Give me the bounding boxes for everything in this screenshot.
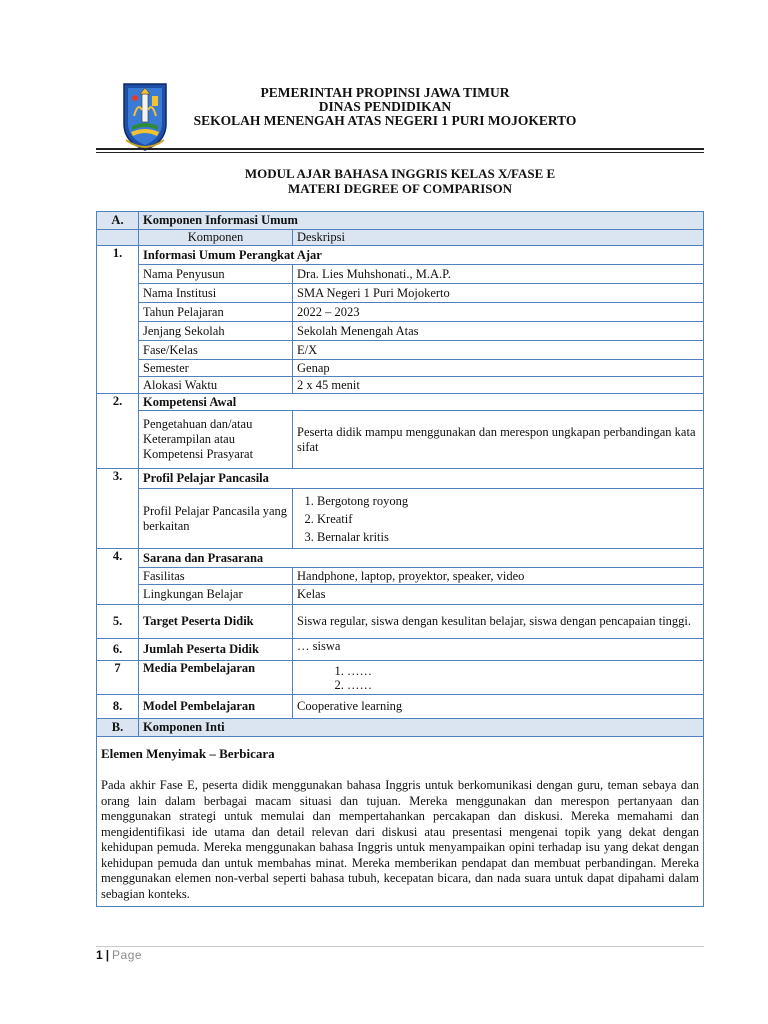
row-label: Model Pembelajaran — [139, 695, 293, 719]
module-table — [96, 211, 704, 907]
body-cell — [97, 737, 704, 907]
element-paragraph: Pada akhir Fase E, peserta didik menggunakan bahasa Inggris untuk berkomunikasi dengan guru, teman sebaya dan orang lain dalam berbagai macam situasi dan tujuan. Mereka menggunakan dan merespon pertanyaan dan menggunakan strategi untuk memulai dan mempertahankan percakapan dan diskusi. Mereka memahami dan mengidentifikasi ide utama dan detail relevan dari diskusi atau presentasi mengenai topik yang dekat dengan kehidupan pemuda. Mereka menggunakan bahasa Inggris untuk menyampaikan opini terhadap isu yang dekat dengan kehidupan pemuda dan untuk membahas minat. Mereka memberikan pendapat dan membuat perbandingan. Mereka menggunakan elemen non-verbal seperti bahasa tubuh, kecepatan bicara, dan nada suara untuk dapat dipahami dalam sebagian konteks. — [101, 778, 699, 901]
table-row — [97, 411, 704, 469]
row-label: Jumlah Peserta Didik — [139, 639, 293, 661]
table-row — [97, 639, 704, 661]
row-label: Alokasi Waktu — [139, 377, 293, 394]
column-header-row — [97, 230, 704, 246]
list-item: 1. …… — [347, 664, 699, 678]
column-header-deskripsi: Deskripsi — [293, 230, 704, 246]
page-label: Page — [112, 948, 143, 962]
section-letter: A. — [97, 212, 139, 230]
table-row — [97, 322, 704, 341]
subsection-row — [97, 394, 704, 411]
document-title-line1: MODUL AJAR BAHASA INGGRIS KELAS X/FASE E — [244, 166, 556, 181]
column-header-komponen: Komponen — [139, 230, 293, 246]
subsection-row — [97, 246, 704, 265]
row-value: Handphone, laptop, proyektor, speaker, video — [293, 568, 704, 585]
pancasila-profile-list — [297, 492, 699, 546]
table-row — [97, 489, 704, 549]
row-value: Cooperative learning — [293, 695, 704, 719]
table-row — [97, 661, 704, 695]
body-row — [97, 737, 704, 907]
subsection-number: 6. — [97, 639, 139, 661]
table-row — [97, 585, 704, 605]
table-row — [97, 341, 704, 360]
row-value: Sekolah Menengah Atas — [293, 322, 704, 341]
subsection-number: 4. — [97, 549, 139, 605]
section-letter: B. — [97, 719, 139, 737]
table-row — [97, 303, 704, 322]
row-value: SMA Negeri 1 Puri Mojokerto — [293, 284, 704, 303]
row-label: Pengetahuan dan/atau Keterampilan atau Kompetensi Prasyarat — [139, 411, 293, 469]
letterhead-divider-thin — [96, 152, 704, 153]
row-value: … siswa — [293, 639, 704, 661]
subsection-number: 7 — [97, 661, 139, 695]
list-item: 2. Kreatif — [317, 510, 699, 528]
document-title — [96, 166, 704, 196]
row-value: Kelas — [293, 585, 704, 605]
table-row — [97, 284, 704, 303]
subsection-row — [97, 469, 704, 489]
row-label: Fasilitas — [139, 568, 293, 585]
subsection-number: 1. — [97, 246, 139, 394]
row-value — [293, 489, 704, 549]
row-label: Media Pembelajaran — [139, 661, 293, 695]
row-label: Semester — [139, 360, 293, 377]
table-row — [97, 360, 704, 377]
section-title: Komponen Inti — [139, 719, 704, 737]
subsection-row — [97, 549, 704, 568]
footer-separator: | — [105, 948, 110, 962]
row-label: Fase/Kelas — [139, 341, 293, 360]
page-number: 1 — [96, 948, 103, 962]
table-row — [97, 695, 704, 719]
list-item: 3. Bernalar kritis — [317, 528, 699, 546]
row-value: Siswa regular, siswa dengan kesulitan belajar, siswa dengan pencapaian tinggi. — [293, 605, 704, 639]
row-value — [293, 661, 704, 695]
table-row — [97, 568, 704, 585]
row-value: Genap — [293, 360, 704, 377]
letterhead-department: DINAS PENDIDIKAN — [318, 99, 452, 114]
subsection-title: Informasi Umum Perangkat Ajar — [139, 246, 704, 265]
subsection-title: Sarana dan Prasarana — [139, 549, 704, 568]
page-footer — [96, 946, 704, 962]
table-row — [97, 265, 704, 284]
list-item: 2. …… — [347, 678, 699, 692]
east-java-province-emblem-icon — [118, 80, 172, 152]
subsection-number: 5. — [97, 605, 139, 639]
section-title: Komponen Informasi Umum — [139, 212, 704, 230]
media-list — [297, 664, 699, 692]
row-label: Lingkungan Belajar — [139, 585, 293, 605]
element-heading: Elemen Menyimak – Berbicara — [101, 746, 275, 761]
row-value: Peserta didik mampu menggunakan dan merespon ungkapan perbandingan kata sifat — [293, 411, 704, 469]
row-label: Jenjang Sekolah — [139, 322, 293, 341]
subsection-number: 3. — [97, 469, 139, 549]
row-label: Nama Penyusun — [139, 265, 293, 284]
row-label: Profil Pelajar Pancasila yang berkaitan — [139, 489, 293, 549]
subsection-title: Profil Pelajar Pancasila — [139, 469, 704, 489]
letterhead-school: SEKOLAH MENENGAH ATAS NEGERI 1 PURI MOJOKERTO — [193, 113, 577, 128]
subsection-number: 2. — [97, 394, 139, 469]
document-title-line2: MATERI DEGREE OF COMPARISON — [287, 181, 512, 196]
row-label: Nama Institusi — [139, 284, 293, 303]
subsection-number: 8. — [97, 695, 139, 719]
row-value: Dra. Lies Muhshonati., M.A.P. — [293, 265, 704, 284]
row-value: E/X — [293, 341, 704, 360]
section-a-row — [97, 212, 704, 230]
letterhead — [170, 86, 600, 128]
letterhead-government: PEMERINTAH PROPINSI JAWA TIMUR — [260, 85, 510, 100]
table-row — [97, 605, 704, 639]
row-value: 2022 – 2023 — [293, 303, 704, 322]
letterhead-divider — [96, 148, 704, 150]
row-label: Tahun Pelajaran — [139, 303, 293, 322]
row-value: 2 x 45 menit — [293, 377, 704, 394]
table-row — [97, 377, 704, 394]
section-b-row — [97, 719, 704, 737]
list-item: 1. Bergotong royong — [317, 492, 699, 510]
subsection-title: Kompetensi Awal — [139, 394, 704, 411]
row-label: Target Peserta Didik — [139, 605, 293, 639]
